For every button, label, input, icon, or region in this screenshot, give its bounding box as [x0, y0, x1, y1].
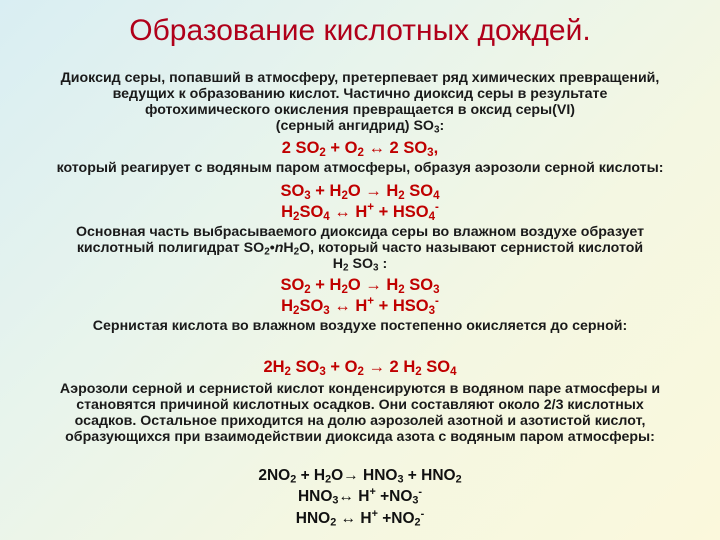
equation-so2-water: $SO_2 + H_2O \to H_2$ $SO_3$: [280, 276, 440, 296]
text-line: осадков. Остальное приходится на долю аэрозолей азотной и азотистой кислот,: [74, 413, 646, 429]
equation-so3-water: $SO_3 + H_2O \to H_2$ $SO_4$: [280, 182, 440, 202]
text-line: $H_2$ $SO_3$ :: [332, 256, 388, 274]
text-line: ведущих к образованию кислот. Частично диоксид серы в результате: [112, 86, 608, 102]
equation-so2-oxidation: 2 $SO_2 + O_2$ ↔ 2 $SO_3$,: [281, 139, 439, 159]
paragraph-aerosol: который реагирует с водяным паром атмосферы, образуя аэрозоли серной кислоты:: [56, 160, 664, 176]
text-line: Основная часть выбрасываемого диоксида серы во влажном воздухе образует: [75, 224, 645, 240]
text-line: Диоксид серы, попавший в атмосферу, претерпевает ряд химических превращений,: [60, 70, 660, 86]
paragraph-oxidation: Сернистая кислота во влажном воздухе постепенно окисляется до серной:: [92, 318, 628, 334]
paragraph-acid-precipitation: [12, 381, 708, 445]
paragraph-polyhydrate: [12, 224, 708, 272]
equation-h2so3-oxidation: $2H_2$ $SO_3 + O_2 \to 2$ $H_2$ $SO_4$: [263, 358, 457, 378]
equation-hno3-dissociation: $HNO_3\leftrightarrow$ $H^+ +NO_3^-$: [297, 486, 423, 507]
equation-h2so3-dissociation: $H_2SO_3$ ↔ $H^+ + HSO_3^-$: [281, 295, 439, 317]
text-line: становятся причиной кислотных осадков. Они составляют около 2/3 кислотных: [76, 397, 644, 413]
text-line: фотохимического окисления превращается в оксид серы(VI): [144, 102, 576, 118]
paragraph-sulfur-dioxide: [12, 70, 708, 134]
text-line: Аэрозоли серной и сернистой кислот конденсируются в водяном паре атмосферы и: [59, 381, 661, 397]
text-line: образующихся при взаимодействии диоксида азота с водяным паром атмосферы:: [65, 429, 655, 445]
text-line: кислотный полигидрат $SO_2•nH_2O$, который часто называют сернистой кислотой: [76, 240, 644, 258]
equation-h2so4-dissociation: $H_2SO_4$ ↔ $H^+ + HSO_4^-$: [281, 201, 439, 223]
equation-hno2-dissociation: $HNO_2$ ↔ $H^+ +NO_2^-$: [295, 508, 425, 529]
equation-no2-water: $2NO_2 + H_2O\to HNO_3 + HNO_2$: [258, 467, 462, 486]
text-line: (серный ангидрид) $SO_3$:: [275, 118, 445, 136]
slide-title: Образование кислотных дождей.: [129, 14, 591, 47]
